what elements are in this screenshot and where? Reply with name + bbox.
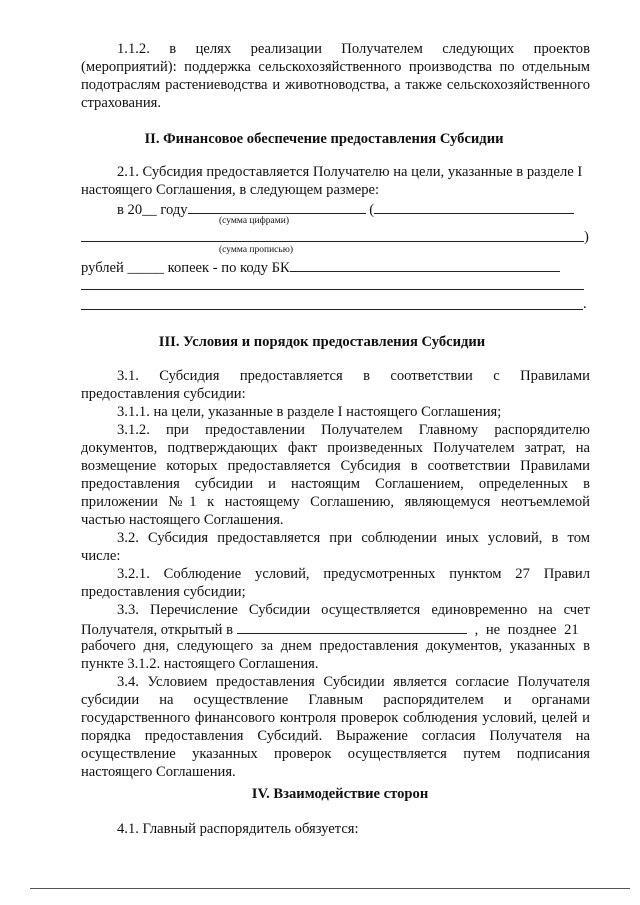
word: реализации (250, 41, 322, 57)
word: 3.1. (117, 368, 139, 384)
year-prefix: в 20__ году (117, 202, 188, 218)
paragraph-3-1-line-1 (117, 367, 590, 385)
word: с (493, 368, 500, 384)
page-bottom-rule (30, 888, 630, 889)
paragraph-3-4-line-4: порядка предоставления Субсидий. Выражение согласия Получателя на (81, 728, 590, 744)
paragraph-3-2-1-line-2: предоставления субсидии; (81, 584, 246, 600)
word: Субсидия (159, 368, 220, 384)
paragraph-3-4-line-6: настоящего Соглашения. (81, 764, 236, 780)
rubles-row (81, 257, 590, 277)
paragraph-3-4-line-5: осуществление указанных проверок осуществляется путем подписания (81, 746, 590, 762)
word: 3.1.2. (117, 422, 150, 438)
paragraph-3-1-2-line-4: предоставления субсидии и настоящим Соглашением, определенных в (81, 476, 590, 492)
word: предоставляется (239, 368, 343, 384)
word: 1.1.2. (117, 41, 150, 57)
word: соответствии (390, 368, 473, 384)
paragraph-3-1-2-line-6: частью настоящего Соглашения. (81, 512, 284, 528)
paragraph-3-3-line-4: пункте 3.1.2. настоящего Соглашения. (81, 656, 319, 672)
word: целях (195, 41, 232, 57)
paragraph-3-3-line-1: 3.3. Перечисление Субсидии осуществляется единовременно на счет (117, 602, 590, 618)
paragraph-4-1: 4.1. Главный распорядитель обязуется: (117, 821, 359, 837)
paragraph-1-1-2-line-1 (117, 40, 590, 58)
close-paren: ) (584, 229, 589, 245)
paragraph-3-1-1: 3.1.1. на цели, указанные в разделе I настоящего Соглашения; (117, 404, 502, 420)
blank-line (81, 309, 583, 310)
word: Главному (418, 422, 479, 438)
amount-words-blank (81, 241, 584, 242)
paragraph-3-2-line-2: числе: (81, 548, 121, 564)
caption-digits: (сумма цифрами) (219, 216, 289, 226)
section-2-heading: II. Финансовое обеспечение предоставления Субсидии (144, 131, 504, 147)
open-paren: ( (369, 202, 375, 218)
section-4-heading: IV. Взаимодействие сторон (251, 786, 429, 802)
paragraph-3-3-line-2 (81, 619, 590, 639)
end-dot: . (583, 296, 587, 312)
caption-words: (сумма прописью) (219, 245, 293, 255)
section-3-heading: III. Условия и порядок предоставления Субсидии (158, 334, 486, 350)
word: следующих (442, 41, 515, 57)
word: проектов (533, 41, 590, 57)
paragraph-3-1-2-line-1 (117, 421, 590, 439)
word: в (363, 368, 371, 384)
amount-digits-blank (188, 199, 366, 214)
word: в (169, 41, 177, 57)
paragraph-1-1-2-line-3: подотраслям растениеводства и животноводства, а также сельскохозяйственного (81, 77, 590, 93)
paragraph-3-2-line-1: 3.2. Субсидия предоставляется при соблюдении иных условий, в том (117, 530, 590, 546)
paragraph-2-1-line-1: 2.1. Субсидия предоставляется Получателю на цели, указанные в разделе I (117, 164, 583, 180)
paragraph-3-1-2-line-3: возмещение которых предоставляется Субсидия в соответствии Правилами (81, 458, 590, 474)
paragraph-3-4-line-1: 3.4. Условием предоставления Субсидии является согласие Получателя (117, 674, 590, 690)
word: Получателем (341, 41, 423, 57)
paragraph-3-1-2-line-5: приложении №1 к настоящему Соглашению, являющемуся неотъемлемой (81, 494, 590, 510)
paragraph-2-1-line-2: настоящего Соглашения, в следующем размере: (81, 182, 380, 198)
deadline-text: , не позднее 21 (474, 622, 579, 638)
amount-words-short-blank (374, 199, 574, 214)
word: предоставлении (205, 422, 305, 438)
word: Получателем (321, 422, 403, 438)
bank-blank (237, 619, 467, 634)
word: Правилами (520, 368, 590, 384)
bk-code-blank (290, 257, 560, 272)
paragraph-3-1-line-2: предоставления субсидии: (81, 386, 246, 402)
blank-line (81, 289, 584, 290)
paragraph-1-1-2-line-4: страхования. (81, 95, 162, 111)
word: распорядителю (494, 422, 590, 438)
paragraph-1-1-2-line-2: (мероприятий): поддержка сельскохозяйственного производства по отдельным (81, 59, 590, 75)
rubles-kopecks-bk: рублей _____ копеек - по коду БК (81, 260, 290, 276)
amount-digits-row (117, 199, 590, 219)
paragraph-3-4-line-3: государственного финансового контроля проверок соблюдения условий, целей и (81, 710, 590, 726)
paragraph-3-3-line-3: рабочего дня, следующего за днем предоставления документов, указанных в (81, 638, 590, 654)
word: при (166, 422, 189, 438)
paragraph-3-4-line-2: субсидии на осуществление Главным распорядителем и органами (81, 692, 590, 708)
account-opened-in: Получателя, открытый в (81, 622, 234, 638)
paragraph-3-1-2-line-2: документов, подтверждающих факт произведенных Получателем затрат, на (81, 440, 590, 456)
paragraph-3-2-1-line-1: 3.2.1. Соблюдение условий, предусмотренных пунктом 27 Правил (117, 566, 590, 582)
